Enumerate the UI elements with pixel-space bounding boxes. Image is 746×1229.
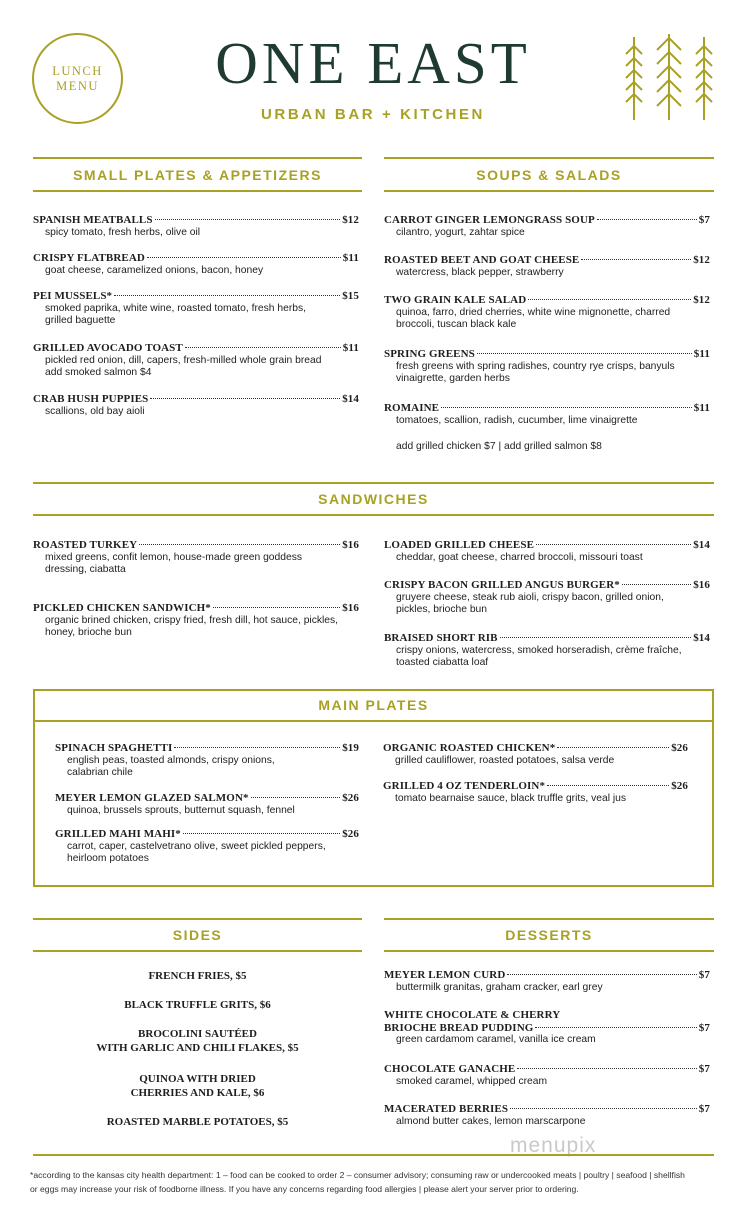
item-desc: goat cheese, caramelized onions, bacon, honey — [45, 264, 264, 276]
item-price: $12 — [342, 214, 359, 226]
footer-note — [30, 1168, 720, 1196]
menu-item — [384, 1103, 710, 1128]
item-price: $16 — [693, 579, 710, 591]
item-price: $16 — [342, 602, 359, 614]
item-desc: gruyere cheese, steak rub aioli, crispy bacon, grilled onion, — [396, 591, 664, 603]
side-item — [33, 998, 362, 1012]
item-price: $12 — [693, 294, 710, 306]
footer-line-2: or eggs may increase your risk of foodborne illness. If you have any concerns regarding food allergies | please alert your server prior to ordering. — [30, 1184, 579, 1194]
small-plates-header: SMALL PLATES & APPETIZERS — [33, 157, 362, 192]
item-desc: quinoa, brussels sprouts, butternut squash, fennel — [67, 804, 295, 816]
item-name: MEYER LEMON CURD — [384, 969, 506, 981]
item-desc: green cardamom caramel, vanilla ice cream — [396, 1034, 596, 1046]
menu-item — [384, 1009, 710, 1047]
item-desc: quinoa, farro, dried cherries, white wine mignonette, charred — [396, 306, 671, 318]
item-price: $19 — [342, 742, 359, 754]
item-desc: pickled red onion, dill, capers, fresh-milled whole grain bread — [45, 354, 322, 366]
menu-item — [384, 214, 710, 239]
item-desc: toasted ciabatta loaf — [396, 657, 489, 669]
menu-item — [33, 602, 359, 640]
side-item — [33, 1027, 362, 1055]
item-desc: grilled baguette — [45, 315, 116, 327]
item-price: $15 — [342, 290, 359, 302]
item-desc: buttermilk granitas, graham cracker, earl grey — [396, 981, 603, 993]
item-name: LOADED GRILLED CHEESE — [384, 539, 535, 551]
menu-item — [55, 828, 359, 866]
menu-item — [384, 294, 710, 332]
item-price: $11 — [693, 402, 710, 414]
menu-item — [384, 402, 710, 427]
item-name: GRILLED MAHI MAHI* — [55, 828, 181, 840]
item-price: $7 — [698, 1103, 710, 1115]
item-desc: organic brined chicken, crispy fried, fresh dill, hot sauce, pickles, — [45, 614, 339, 626]
side-line: ROASTED MARBLE POTATOES, $5 — [106, 1116, 289, 1128]
badge-line-2: MENU — [56, 78, 99, 93]
item-price: $26 — [342, 828, 359, 840]
item-name: CHOCOLATE GANACHE — [384, 1063, 516, 1075]
salad-addon-note: add grilled chicken $7 | add grilled salmon $8 — [396, 441, 602, 452]
item-price: $7 — [698, 1021, 710, 1034]
item-price: $7 — [698, 969, 710, 981]
side-line: BLACK TRUFFLE GRITS, $6 — [124, 999, 271, 1011]
sides-header: SIDES — [33, 918, 362, 952]
item-desc: grilled cauliflower, roasted potatoes, salsa verde — [395, 754, 615, 766]
item-price: $14 — [342, 393, 359, 405]
menu-item — [33, 393, 359, 418]
item-name: MEYER LEMON GLAZED SALMON* — [55, 792, 249, 804]
item-desc: mixed greens, confit lemon, house-made green goddess — [45, 551, 302, 563]
item-name: SPANISH MEATBALLS — [33, 214, 153, 226]
item-price: $7 — [698, 1063, 710, 1075]
item-price: $11 — [342, 342, 359, 354]
watermark: menupix — [510, 1134, 597, 1157]
menu-item — [55, 742, 359, 780]
item-name: ROASTED TURKEY — [33, 539, 138, 551]
item-name: PEI MUSSELS* — [33, 290, 113, 302]
item-desc: almond butter cakes, lemon marscarpone — [396, 1115, 586, 1127]
item-desc: tomatoes, scallion, radish, cucumber, lime vinaigrette — [396, 414, 638, 426]
item-desc: smoked paprika, white wine, roasted tomato, fresh herbs, — [45, 302, 306, 314]
item-desc: smoked caramel, whipped cream — [396, 1075, 548, 1087]
item-name: CARROT GINGER LEMONGRASS SOUP — [384, 214, 595, 226]
item-desc: watercress, black pepper, strawberry — [396, 266, 564, 278]
menu-item — [33, 290, 359, 328]
restaurant-title: ONE EAST — [215, 30, 531, 96]
item-desc: english peas, toasted almonds, crispy onions, — [67, 754, 275, 766]
item-price: $7 — [698, 214, 710, 226]
soups-salads-header: SOUPS & SALADS — [384, 157, 714, 192]
desserts-header: DESSERTS — [384, 918, 714, 952]
side-item — [33, 969, 362, 983]
item-desc: scallions, old bay aioli — [45, 405, 145, 417]
menu-item — [384, 348, 710, 386]
item-name: ORGANIC ROASTED CHICKEN* — [383, 742, 556, 754]
wheat-logo-icon — [624, 32, 714, 122]
item-name-top: WHITE CHOCOLATE & CHERRY — [384, 1009, 561, 1021]
item-name: CRISPY BACON GRILLED ANGUS BURGER* — [384, 579, 620, 591]
item-desc: cheddar, goat cheese, charred broccoli, missouri toast — [396, 551, 643, 563]
side-line: CHERRIES AND KALE, $6 — [130, 1087, 265, 1099]
item-price: $16 — [342, 539, 359, 551]
badge-line-1: LUNCH — [52, 63, 103, 78]
menu-item — [383, 780, 688, 805]
item-desc: cilantro, yogurt, zahtar spice — [396, 226, 525, 238]
item-name: GRILLED 4 OZ TENDERLOIN* — [383, 780, 546, 792]
item-desc: heirloom potatoes — [67, 853, 149, 865]
menu-item — [384, 632, 710, 670]
menu-item — [384, 969, 710, 994]
side-line: WITH GARLIC AND CHILI FLAKES, $5 — [96, 1042, 299, 1054]
footer-line-1: *according to the kansas city health department: 1 – food can be cooked to order 2 – consumer advisory; consuming raw or undercooked meats | poultry | seafood | shellfish — [30, 1170, 685, 1180]
item-price: $14 — [693, 632, 710, 644]
menu-item — [55, 792, 359, 817]
item-name: CRISPY FLATBREAD — [33, 252, 145, 264]
item-desc: vinaigrette, garden herbs — [396, 373, 510, 385]
item-name: CRAB HUSH PUPPIES — [33, 393, 149, 405]
item-desc: pickles, brioche bun — [396, 604, 488, 616]
item-name: BRIOCHE BREAD PUDDING — [384, 1021, 534, 1034]
item-name: PICKLED CHICKEN SANDWICH* — [33, 602, 211, 614]
item-name: MACERATED BERRIES — [384, 1103, 509, 1115]
menu-item — [33, 342, 359, 380]
item-price: $26 — [671, 780, 688, 792]
item-name: TWO GRAIN KALE SALAD — [384, 294, 527, 306]
item-price: $26 — [671, 742, 688, 754]
menu-item — [384, 254, 710, 279]
item-desc: carrot, caper, castelvetrano olive, sweet pickled peppers, — [67, 840, 326, 852]
item-price: $11 — [342, 252, 359, 264]
side-item — [33, 1115, 362, 1129]
menu-item — [384, 579, 710, 617]
item-desc: add smoked salmon $4 — [45, 367, 152, 379]
item-name: SPRING GREENS — [384, 348, 475, 360]
item-name: BRAISED SHORT RIB — [384, 632, 498, 644]
item-price: $14 — [693, 539, 710, 551]
item-price: $12 — [693, 254, 710, 266]
side-line: BROCOLINI SAUTÉED — [138, 1028, 257, 1040]
sandwiches-header: SANDWICHES — [33, 482, 714, 516]
side-line: FRENCH FRIES, $5 — [148, 970, 247, 982]
item-price: $26 — [342, 792, 359, 804]
item-desc: tomato bearnaise sauce, black truffle grits, veal jus — [395, 792, 627, 804]
item-desc: spicy tomato, fresh herbs, olive oil — [45, 226, 201, 238]
menu-item — [383, 742, 688, 767]
item-desc: fresh greens with spring radishes, country rye crisps, banyuls — [396, 360, 675, 372]
item-desc: calabrian chile — [67, 767, 133, 779]
item-price: $11 — [693, 348, 710, 360]
item-name: ROASTED BEET AND GOAT CHEESE — [384, 254, 580, 266]
main-plates-header: MAIN PLATES — [33, 689, 714, 722]
item-desc: broccoli, tuscan black kale — [396, 319, 517, 331]
item-name: GRILLED AVOCADO TOAST — [33, 342, 183, 354]
item-name: ROMAINE — [384, 402, 440, 414]
menu-item — [384, 539, 710, 564]
restaurant-subtitle: URBAN BAR + KITCHEN — [261, 106, 485, 123]
side-item — [33, 1072, 362, 1100]
footer-divider — [33, 1154, 714, 1156]
menu-item — [33, 539, 359, 577]
menu-item — [33, 252, 359, 277]
menu-item — [384, 1063, 710, 1088]
item-name: SPINACH SPAGHETTI — [55, 742, 173, 754]
menu-item — [33, 214, 359, 239]
side-line: QUINOA WITH DRIED — [139, 1073, 256, 1085]
item-desc: honey, brioche bun — [45, 627, 132, 639]
item-desc: dressing, ciabatta — [45, 564, 126, 576]
item-desc: crispy onions, watercress, smoked horseradish, crème fraîche, — [396, 644, 682, 656]
